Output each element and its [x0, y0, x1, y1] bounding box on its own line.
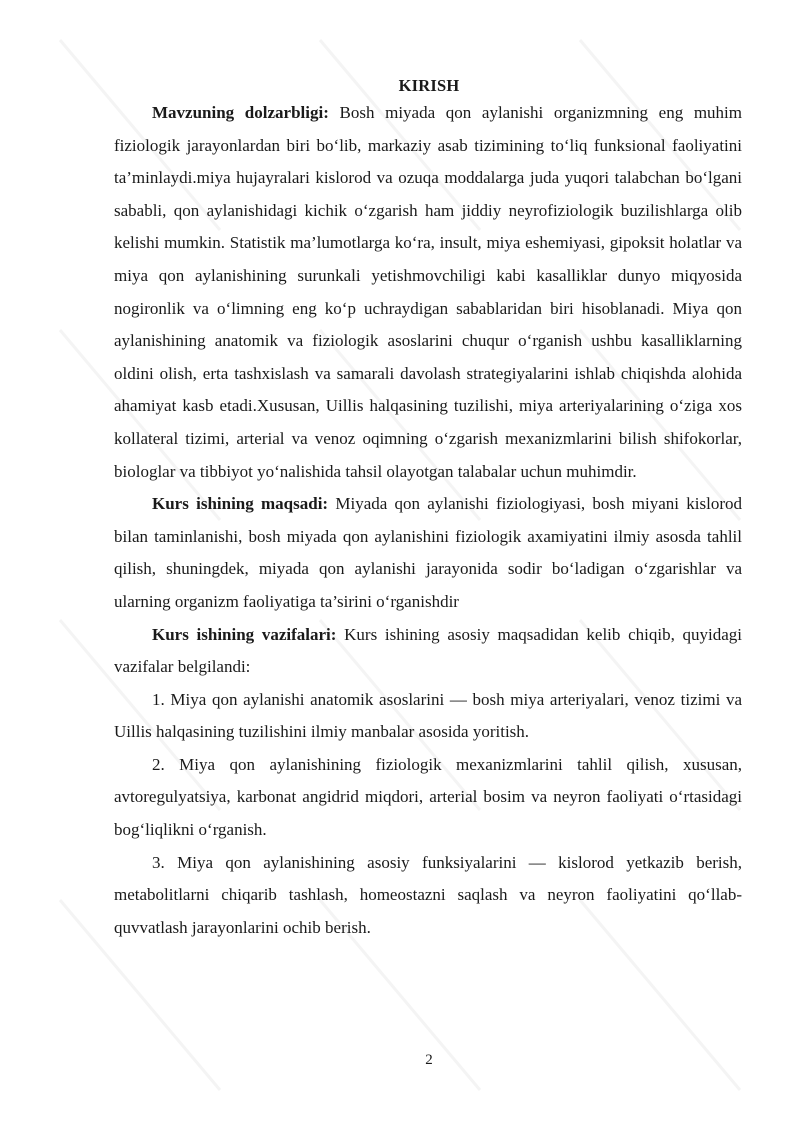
paragraph-text: 2. Miya qon aylanishining fiziologik mexanizmlarini tahlil qilish, xususan, avtoregulyatsiya, karbonat angidrid miqdori, arterial bosim va neyron faoliyati oʻrtasidagi bogʻliqlikni oʻrganish.	[114, 754, 742, 840]
paragraph-text: Miyada qon aylanishi fiziologiyasi, bosh miyani kislorod bilan taminlanishi, bosh miyada qon aylanishini fiziologik axamiyatini ilmiy asosda tahlil qilish, shuningdek, miyada qon aylanishi jarayonida sodir boʻladigan oʻzgarishlar va ularning organizm faoliyatiga ta’sirini oʻrganishdir	[114, 494, 743, 611]
task-item-2	[114, 749, 742, 847]
paragraph-text: Bosh miyada qon aylanishi organizmning eng muhim fiziologik jarayonlardan biri boʻlib, markaziy asab tizimining toʻliq funksional faoliyatini ta’minlaydi.miya hujayralari kislorod va ozuqa moddalarga juda yuqori talabchan boʻlgani sababli, qon aylanishidagi kichik oʻzgarish ham jiddiy neyrofiziologik buzilishlarga olib kelishi mumkin. Statistik ma’lumotlarga koʻra, insult, miya eshemiyasi, gipoksit holatlar va miya qon aylanishining surunkali yetishmovchiligi kabi kasalliklar dunyo miqyosida nogironlik va oʻlimning eng koʻp uchraydigan sabablaridan biri hisoblanadi. Miya qon aylanishining anatomik va fiziologik asoslarini chuqur oʻrganish ushbu kasalliklarning oldini olish, erta tashxislash va samarali davolash strategiyalarini ishlab chiqishda alohida ahamiyat kasb etadi.Xususan, Uillis halqasining tuzilishi, miya arteriyalarining oʻziga xos kollateral tizimi, arterial va venoz oqimning oʻzgarish mexanizmlarini bilish shifokorlar, biologlar va tibbiyot yoʻnalishida tahsil olayotgan talabalar uchun muhimdir.	[114, 103, 743, 481]
task-item-1	[114, 684, 742, 749]
task-item-3	[114, 847, 742, 945]
paragraph-aim	[114, 488, 742, 618]
section-heading: KIRISH	[398, 76, 460, 95]
page-number: 2	[425, 1052, 433, 1068]
paragraph-text: 3. Miya qon aylanishining asosiy funksiyalarini — kislorod yetkazib berish, metabolitlarni chiqarib tashlash, homeostazni saqlash va neyron faoliyatini qoʻllab-quvvatlash jarayonlarini ochib berish.	[114, 852, 742, 937]
paragraph-text: 1. Miya qon aylanishi anatomik asoslarini — bosh miya arteriyalari, venoz tizimi va Uillis halqasining tuzilishini ilmiy manbalar asosida yoritish.	[114, 689, 742, 742]
paragraph-tasks	[114, 619, 742, 684]
paragraph-text: Kurs ishining asosiy maqsadidan kelib chiqib, quyidagi vazifalar belgilandi:	[114, 624, 743, 677]
paragraph-lead: Mavzuning dolzarbligi:	[152, 103, 329, 122]
paragraph-lead: Kurs ishining vazifalari:	[152, 624, 337, 644]
body-text	[114, 97, 742, 944]
paragraph-lead: Kurs ishining maqsadi:	[152, 494, 329, 514]
paragraph-relevance	[114, 97, 742, 488]
